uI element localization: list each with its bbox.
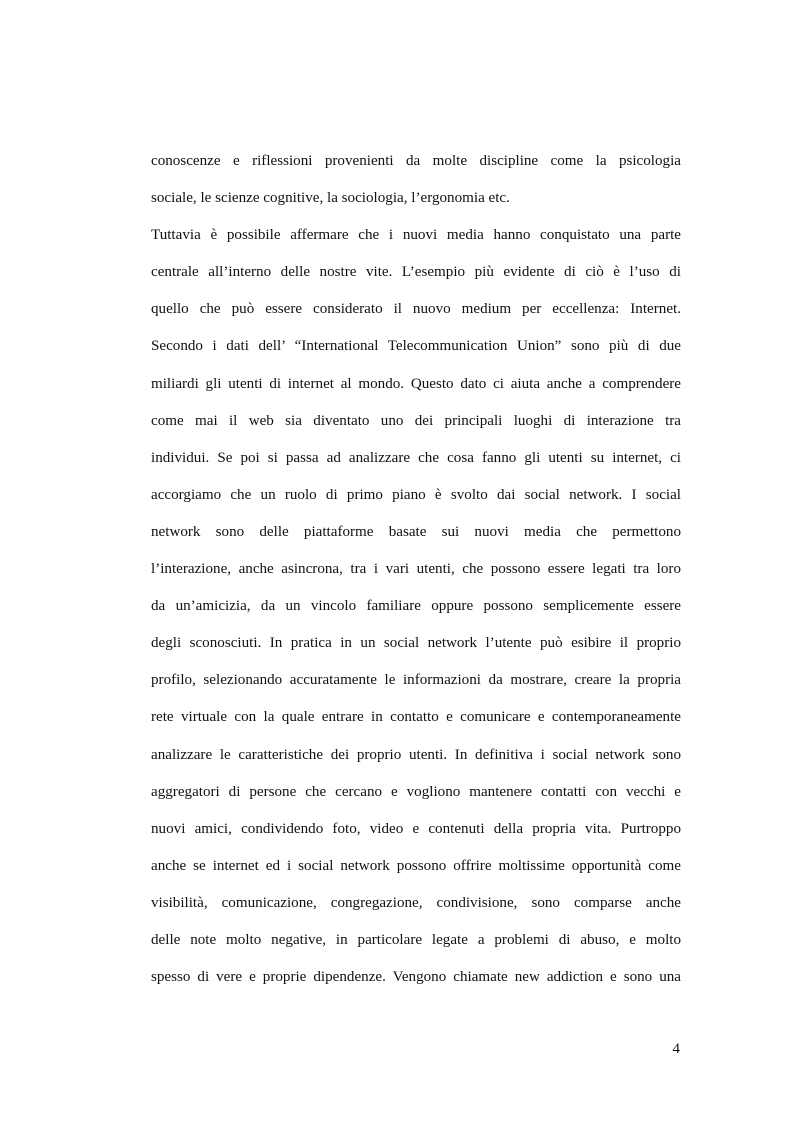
text-line: analizzare le caratteristiche dei proprio utenti. In definitiva i social network sono: [151, 746, 681, 763]
text-line: centrale all’interno delle nostre vite. L’esempio più evidente di ciò è l’uso di: [151, 264, 681, 281]
text-line: visibilità, comunicazione, congregazione, condivisione, sono comparse anche: [151, 894, 681, 911]
text-line: Secondo i dati dell’ “International Telecommunication Union” sono più di due: [151, 338, 681, 355]
text-line: da un’amicizia, da un vincolo familiare oppure possono semplicemente essere: [151, 598, 681, 615]
text-line: nuovi amici, condividendo foto, video e contenuti della propria vita. Purtroppo: [151, 820, 681, 837]
text-line: individui. Se poi si passa ad analizzare che cosa fanno gli utenti su internet, ci: [151, 449, 681, 466]
text-line: l’interazione, anche asincrona, tra i vari utenti, che possono essere legati tra loro: [151, 561, 681, 578]
text-line: sociale, le scienze cognitive, la sociologia, l’ergonomia etc.: [151, 190, 510, 207]
page-number: 4: [672, 1041, 680, 1057]
text-line: profilo, selezionando accuratamente le informazioni da mostrare, creare la propria: [151, 672, 681, 689]
text-line: miliardi gli utenti di internet al mondo. Questo dato ci aiuta anche a comprendere: [151, 375, 681, 392]
text-line: come mai il web sia diventato uno dei principali luoghi di interazione tra: [151, 412, 681, 429]
text-line: accorgiamo che un ruolo di primo piano è svolto dai social network. I social: [151, 486, 681, 503]
text-line: conoscenze e riflessioni provenienti da molte discipline come la psicologia: [151, 153, 681, 169]
text-line: quello che può essere considerato il nuovo medium per eccellenza: Internet.: [151, 301, 681, 318]
text-line: anche se internet ed i social network possono offrire moltissime opportunità come: [151, 857, 681, 874]
text-line: network sono delle piattaforme basate sui nuovi media che permettono: [151, 523, 681, 540]
text-line: degli sconosciuti. In pratica in un social network l’utente può esibire il proprio: [151, 635, 681, 652]
text-line: delle note molto negative, in particolare legate a problemi di abuso, e molto: [151, 931, 681, 948]
body-text: [151, 146, 681, 999]
text-line: Tuttavia è possibile affermare che i nuovi media hanno conquistato una parte: [151, 227, 681, 244]
text-line: spesso di vere e proprie dipendenze. Vengono chiamate new addiction e sono una: [151, 969, 681, 986]
text-line: rete virtuale con la quale entrare in contatto e comunicare e contemporaneamente: [151, 709, 681, 726]
text-line: aggregatori di persone che cercano e vogliono mantenere contatti con vecchi e: [151, 783, 681, 800]
